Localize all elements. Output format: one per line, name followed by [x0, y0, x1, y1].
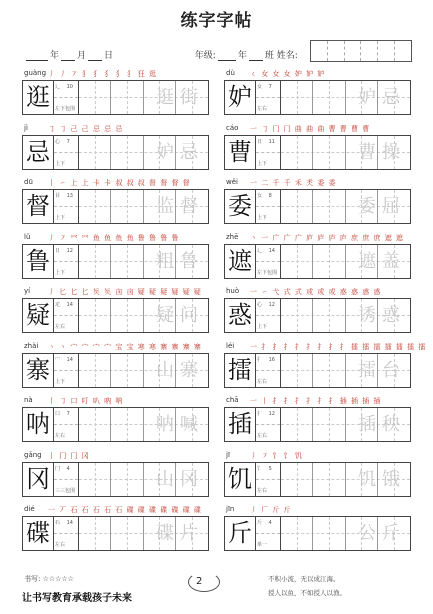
char-info [256, 299, 281, 332]
pinyin: lǔ [24, 232, 31, 241]
char-info [54, 463, 79, 496]
writing-cell[interactable] [313, 354, 345, 387]
char-info [54, 190, 79, 223]
practice-box [22, 135, 209, 170]
practice-box [224, 80, 411, 115]
page-number-text: 2 [196, 576, 203, 587]
name-grid[interactable] [310, 40, 412, 62]
practice-card [224, 505, 411, 551]
stroke-count: 10 [66, 84, 73, 90]
structure: 上下 [257, 160, 268, 167]
writing-cell[interactable] [111, 81, 143, 114]
structure: 左下包围 [55, 106, 76, 112]
writing-cell[interactable] [111, 136, 143, 169]
model-character: 惑 [225, 299, 256, 332]
model-character: 忌 [23, 136, 54, 169]
structure: 单一 [257, 542, 268, 548]
year-blank[interactable] [26, 51, 48, 61]
trace-word: 碟片 [156, 523, 204, 544]
practice-card [22, 505, 209, 551]
writing-cell[interactable] [79, 517, 111, 550]
month-blank[interactable] [61, 51, 75, 61]
writing-cell[interactable] [281, 136, 313, 169]
practice-box [224, 516, 411, 551]
char-info [256, 81, 281, 114]
trace-word: 委屈 [358, 196, 406, 217]
stroke-count: 7 [66, 411, 70, 417]
page-number [196, 576, 202, 587]
model-character: 督 [23, 190, 54, 223]
structure: 左右 [55, 433, 66, 439]
pinyin: jīn [226, 505, 235, 513]
writing-cell[interactable] [79, 463, 111, 496]
practice-card [22, 451, 209, 497]
stroke-order: 丨 ㇀ 上 上 卡 卡 叔 叔 叔 督 督 督 督 [48, 179, 191, 187]
practice-card [224, 69, 411, 115]
stroke-count: 5 [268, 465, 272, 472]
model-character: 逛 [23, 81, 54, 114]
stroke-order: ㇆ ㇆ 己 己 忌 忌 忌 [48, 124, 124, 133]
practice-box [22, 516, 209, 551]
radical: 冂 [55, 465, 61, 472]
radical: 目 [55, 193, 61, 199]
radical: 饣 [257, 465, 263, 472]
model-character: 委 [225, 190, 256, 223]
stroke-order: 一 ㇀ 弋 式 式 或 或 或 惑 惑 惑 惑 [250, 288, 382, 296]
structure: 上下 [55, 160, 66, 167]
writing-cell[interactable] [111, 408, 143, 441]
structure: 左右 [55, 542, 66, 548]
grade-year-label: 年 [237, 51, 247, 61]
stroke-order: 丶 丶 宀 宀 宀 宀 宝 宝 寒 寒 寨 寨 寨 寨 [48, 342, 202, 351]
writing-cell[interactable] [111, 245, 143, 278]
structure: 左右 [55, 324, 66, 330]
stroke-count: 8 [268, 193, 272, 199]
model-character: 饥 [225, 463, 256, 496]
trace-word: 逛街 [156, 87, 204, 108]
practice-box [22, 80, 209, 115]
class-name-label: 班 姓名: [264, 51, 298, 61]
pinyin: dū [24, 178, 33, 186]
model-character: 妒 [225, 81, 256, 114]
writing-cell[interactable] [281, 81, 313, 114]
radical: 辶 [55, 84, 61, 90]
practice-box [224, 135, 411, 170]
stroke-order: ㄑ 女 女 女 妒 妒 妒 [250, 70, 326, 78]
practice-box [22, 298, 209, 333]
stroke-count: 14 [66, 302, 73, 308]
writing-cell[interactable] [111, 190, 143, 223]
writing-cell[interactable] [313, 190, 345, 223]
practice-box [224, 298, 411, 333]
stroke-count: 16 [268, 356, 275, 363]
practice-card [224, 341, 427, 388]
stroke-count: 11 [268, 138, 275, 145]
trace-word: 呐喊 [156, 414, 204, 435]
writing-cell[interactable] [79, 299, 111, 332]
month-label: 月 [77, 51, 87, 61]
char-info [256, 408, 281, 441]
pinyin: léi [226, 341, 235, 350]
trace-word: 山寨 [156, 359, 204, 381]
writing-cell[interactable] [111, 517, 143, 550]
practice-card [22, 69, 209, 115]
stroke-order: 丨 冂 冂 冈 [48, 451, 90, 460]
model-character: 擂 [225, 354, 256, 387]
radical: 口 [55, 411, 61, 417]
pinyin: zhài [24, 341, 39, 350]
class-blank[interactable] [249, 51, 263, 61]
pinyin: chā [226, 396, 239, 404]
writing-cell[interactable] [313, 299, 345, 332]
structure: 上下 [257, 215, 268, 221]
writing-cell[interactable] [313, 81, 345, 114]
stroke-order: 一 丨 扌 扌 扌 扌 扌 扌 插 插 插 插 [250, 397, 382, 405]
char-info [54, 354, 79, 387]
pinyin: dié [24, 505, 35, 513]
writing-cell[interactable] [111, 463, 143, 496]
radical: 扌 [257, 356, 263, 363]
slogan: 让书写教育承载孩子未来 [22, 593, 132, 604]
trace-word: 遮盖 [358, 250, 406, 272]
pinyin: jī [226, 450, 230, 459]
model-character: 疑 [23, 299, 54, 332]
practice-box [224, 353, 411, 388]
practice-card [22, 342, 209, 388]
practice-card [224, 396, 411, 442]
model-character: 插 [225, 408, 256, 441]
pinyin: zhē [226, 232, 239, 241]
radical: 女 [257, 193, 263, 199]
writing-cell[interactable] [281, 463, 313, 496]
char-info [256, 245, 281, 278]
practice-box [22, 244, 209, 279]
radical: 疋 [55, 302, 61, 308]
stroke-order: 一 二 千 千 禾 秂 委 委 [250, 179, 337, 187]
trace-word: 插秧 [358, 414, 406, 435]
practice-box [224, 189, 411, 224]
quote-line-1: 不积小流，无以成江海。 [268, 575, 340, 583]
stroke-count: 4 [66, 465, 70, 472]
pinyin: wěi [226, 178, 238, 186]
structure: 上下 [55, 378, 66, 385]
trace-word: 监督 [156, 196, 204, 217]
structure: 上下 [55, 215, 66, 221]
char-info [256, 190, 281, 223]
char-info [54, 299, 79, 332]
writing-cell[interactable] [281, 245, 313, 278]
stroke-count: 12 [268, 302, 275, 308]
radical: 辶 [257, 247, 263, 254]
model-character: 寨 [23, 354, 54, 387]
stroke-order: 丿 匕 匕 匕 𠤕 𠤕 㐫 㐫 疑 疑 疑 疑 疑 疑 [48, 288, 202, 296]
pinyin: cáo [226, 123, 239, 132]
writing-cell[interactable] [281, 517, 313, 550]
stroke-count: 13 [66, 193, 73, 199]
writing-cell[interactable] [313, 463, 345, 496]
char-info [256, 517, 281, 550]
writing-cell[interactable] [313, 517, 345, 550]
quote-line-2: 授人以鱼，不如授人以渔。 [268, 589, 346, 597]
char-info [256, 136, 281, 169]
writing-cell[interactable] [281, 354, 313, 387]
stroke-order: 丿 ㇇ 饣 饣 饥 [250, 451, 303, 460]
model-character: 遮 [225, 245, 256, 278]
stroke-count: 7 [268, 84, 272, 90]
stroke-count: 12 [66, 247, 73, 254]
stroke-order: 丿 ㇇ 㓁 㓁 鱼 鱼 鱼 鱼 鲁 鲁 鲁 鲁 [48, 233, 180, 242]
trace-word: 山冈 [156, 468, 204, 490]
practice-box [22, 407, 209, 442]
practice-card [22, 178, 209, 224]
practice-box [22, 189, 209, 224]
writing-cell[interactable] [79, 354, 111, 387]
writing-cell[interactable] [79, 190, 111, 223]
pinyin: nà [24, 396, 33, 404]
trace-word: 诱惑 [358, 305, 406, 326]
stroke-count: 7 [66, 138, 70, 145]
char-info [256, 354, 281, 387]
trace-word: 妒忌 [156, 141, 204, 163]
practice-card [224, 287, 411, 333]
radical: 日 [257, 138, 263, 145]
practice-box [22, 462, 209, 497]
practice-card [224, 178, 411, 224]
practice-card [224, 233, 411, 279]
day-label: 日 [104, 51, 114, 61]
practice-box [22, 353, 209, 388]
char-info [54, 408, 79, 441]
trace-word: 妒忌 [358, 87, 406, 108]
stroke-count: 14 [66, 520, 73, 526]
stroke-order: 一 扌 扌 扌 扌 扌 扌 扌 扌 擂 擂 擂 擂 擂 擂 擂 [250, 342, 427, 351]
practice-card [224, 451, 411, 497]
trace-word: 粗鲁 [156, 250, 204, 272]
pinyin: gǎng [24, 450, 42, 459]
radical: 宀 [55, 356, 61, 363]
stroke-order: 丶 一 广 广 广 庐 庐 庐 庐 庶 庶 庶 遮 遮 [250, 233, 404, 242]
model-character: 碟 [23, 517, 54, 550]
practice-box [224, 407, 411, 442]
char-info [54, 81, 79, 114]
rating-label: 书写: ☆☆☆☆☆ [24, 575, 74, 583]
writing-cell[interactable] [281, 408, 313, 441]
structure: 上下 [257, 324, 268, 330]
pinyin: yí [24, 287, 31, 295]
char-info [54, 245, 79, 278]
char-info [256, 463, 281, 496]
stroke-count: 12 [268, 411, 275, 417]
writing-cell[interactable] [79, 245, 111, 278]
pinyin: jì [24, 123, 28, 132]
radical: 斤 [257, 520, 263, 526]
writing-cell[interactable] [111, 299, 143, 332]
trace-word: 公斤 [358, 523, 406, 544]
practice-card [224, 124, 411, 170]
stroke-order: 一 丆 石 石 石 石 石 碟 碟 碟 碟 碟 碟 碟 [48, 506, 202, 514]
structure: 左右 [257, 487, 268, 494]
stroke-count: 4 [268, 520, 272, 526]
writing-cell[interactable] [79, 81, 111, 114]
radical: 日 [55, 247, 61, 254]
model-character: 呐 [23, 408, 54, 441]
radical: 扌 [257, 411, 263, 417]
pinyin: dù [226, 69, 235, 77]
radical: 石 [55, 520, 61, 526]
page-title: 练字字帖 [180, 11, 253, 31]
structure: 左下包围 [257, 269, 278, 276]
model-character: 斤 [225, 517, 256, 550]
trace-word: 曹操 [358, 141, 406, 163]
writing-cell[interactable] [79, 136, 111, 169]
stroke-order: 丿 厂 斤 斤 [250, 506, 292, 514]
practice-card [22, 396, 209, 442]
trace-word: 擂台 [358, 359, 406, 381]
practice-box [224, 244, 411, 279]
char-info [54, 517, 79, 550]
grade-blank[interactable] [218, 51, 236, 61]
structure: 左右 [257, 433, 268, 439]
structure: 左右 [257, 106, 268, 112]
practice-card [22, 287, 209, 333]
writing-cell[interactable] [281, 190, 313, 223]
radical: 心 [257, 302, 263, 308]
header-line [26, 48, 300, 61]
stroke-order: 丨 ㇆ 口 叮 叭 吶 呐 [48, 397, 124, 405]
stroke-order: 一 ㇆ 冂 冂 曲 曲 曲 曹 曹 曹 曹 [250, 124, 371, 133]
model-character: 鲁 [23, 245, 54, 278]
trace-word: 饥饿 [358, 468, 406, 490]
writing-cell[interactable] [313, 245, 345, 278]
structure: 三三包围 [55, 487, 76, 494]
grade-label: 年级: [194, 51, 216, 61]
stroke-count: 14 [268, 247, 275, 254]
char-info [54, 136, 79, 169]
model-character: 曹 [225, 136, 256, 169]
stroke-order: 丿 丿 ㇇ 犭 犭 犭 犭 犭 狂 逛 [48, 70, 158, 78]
practice-box [224, 462, 411, 497]
model-character: 冈 [23, 463, 54, 496]
practice-card [22, 124, 209, 170]
writing-cell[interactable] [281, 299, 313, 332]
pinyin: huò [226, 287, 240, 295]
radical: 女 [257, 84, 263, 90]
pinyin: guàng [24, 69, 47, 77]
radical: 心 [55, 138, 61, 145]
structure: 左右 [257, 378, 268, 385]
stroke-count: 14 [66, 356, 73, 363]
year-label: 年 [50, 51, 60, 61]
trace-word: 疑问 [156, 305, 204, 326]
structure: 上下 [55, 269, 66, 276]
writing-cell[interactable] [79, 408, 111, 441]
writing-cell[interactable] [313, 136, 345, 169]
day-blank[interactable] [88, 51, 102, 61]
writing-cell[interactable] [111, 354, 143, 387]
writing-cell[interactable] [313, 408, 345, 441]
practice-card [22, 233, 209, 279]
